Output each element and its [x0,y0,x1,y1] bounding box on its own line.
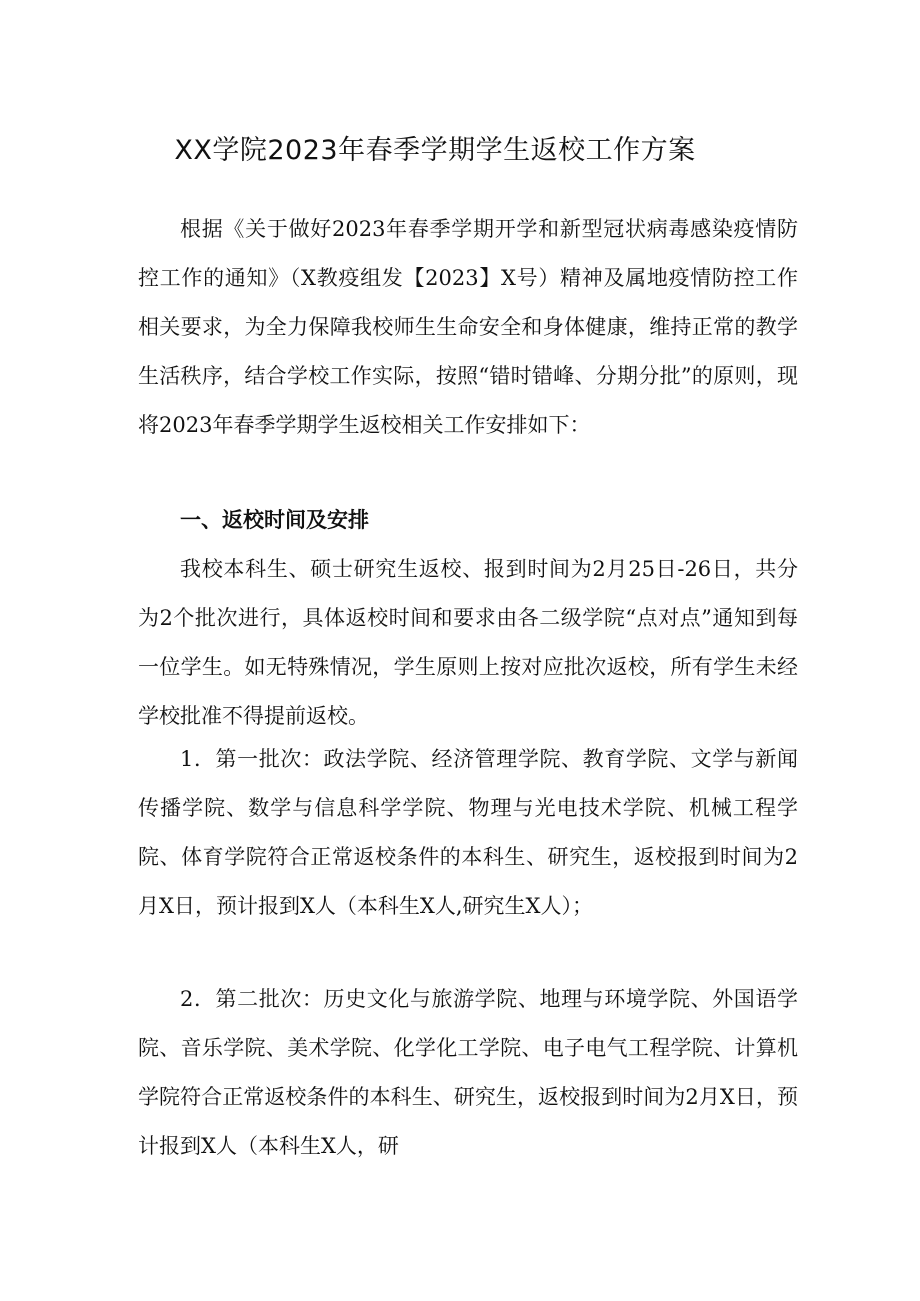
intro-paragraph: 根据《关于做好2023年春季学期开学和新型冠状病毒感染疫情防控工作的通知》（X教疫组发【2023】X号）精神及属地疫情防控工作相关要求，为全力保障我校师生生命安全和身体健康，维持正常的教学生活秩序，结合学校工作实际，按照“错时错峰、分期分批”的原则，现将2023年春季学期学生返校相关工作安排如下： [138,217,798,437]
document-title: XX学院2023年春季学期学生返校工作方案 [174,135,696,166]
batch-1-paragraph: 1．第一批次：政法学院、经济管理学院、教育学院、文学与新闻传播学院、数学与信息科学学院、物理与光电技术学院、机械工程学院、体育学院符合正常返校条件的本科生、研究生，返校报到时间为2月X日，预计报到X人（本科生X人,研究生X人）； [138,747,798,918]
section-heading-return-time: 一、返校时间及安排 [180,508,369,532]
batch-2-paragraph: 2．第二批次：历史文化与旅游学院、地理与环境学院、外国语学院、音乐学院、美术学院、化学化工学院、电子电气工程学院、计算机学院符合正常返校条件的本科生、研究生，返校报到时间为2月X日，预计报到X人（本科生X人，研 [138,987,798,1158]
section-paragraph-return-time: 我校本科生、硕士研究生返校、报到时间为2月25日-26日，共分为2个批次进行，具体返校时间和要求由各二级学院“点对点”通知到每一位学生。如无特殊情况，学生原则上按对应批次返校，所有学生未经学校批准不得提前返校。 [138,557,798,728]
